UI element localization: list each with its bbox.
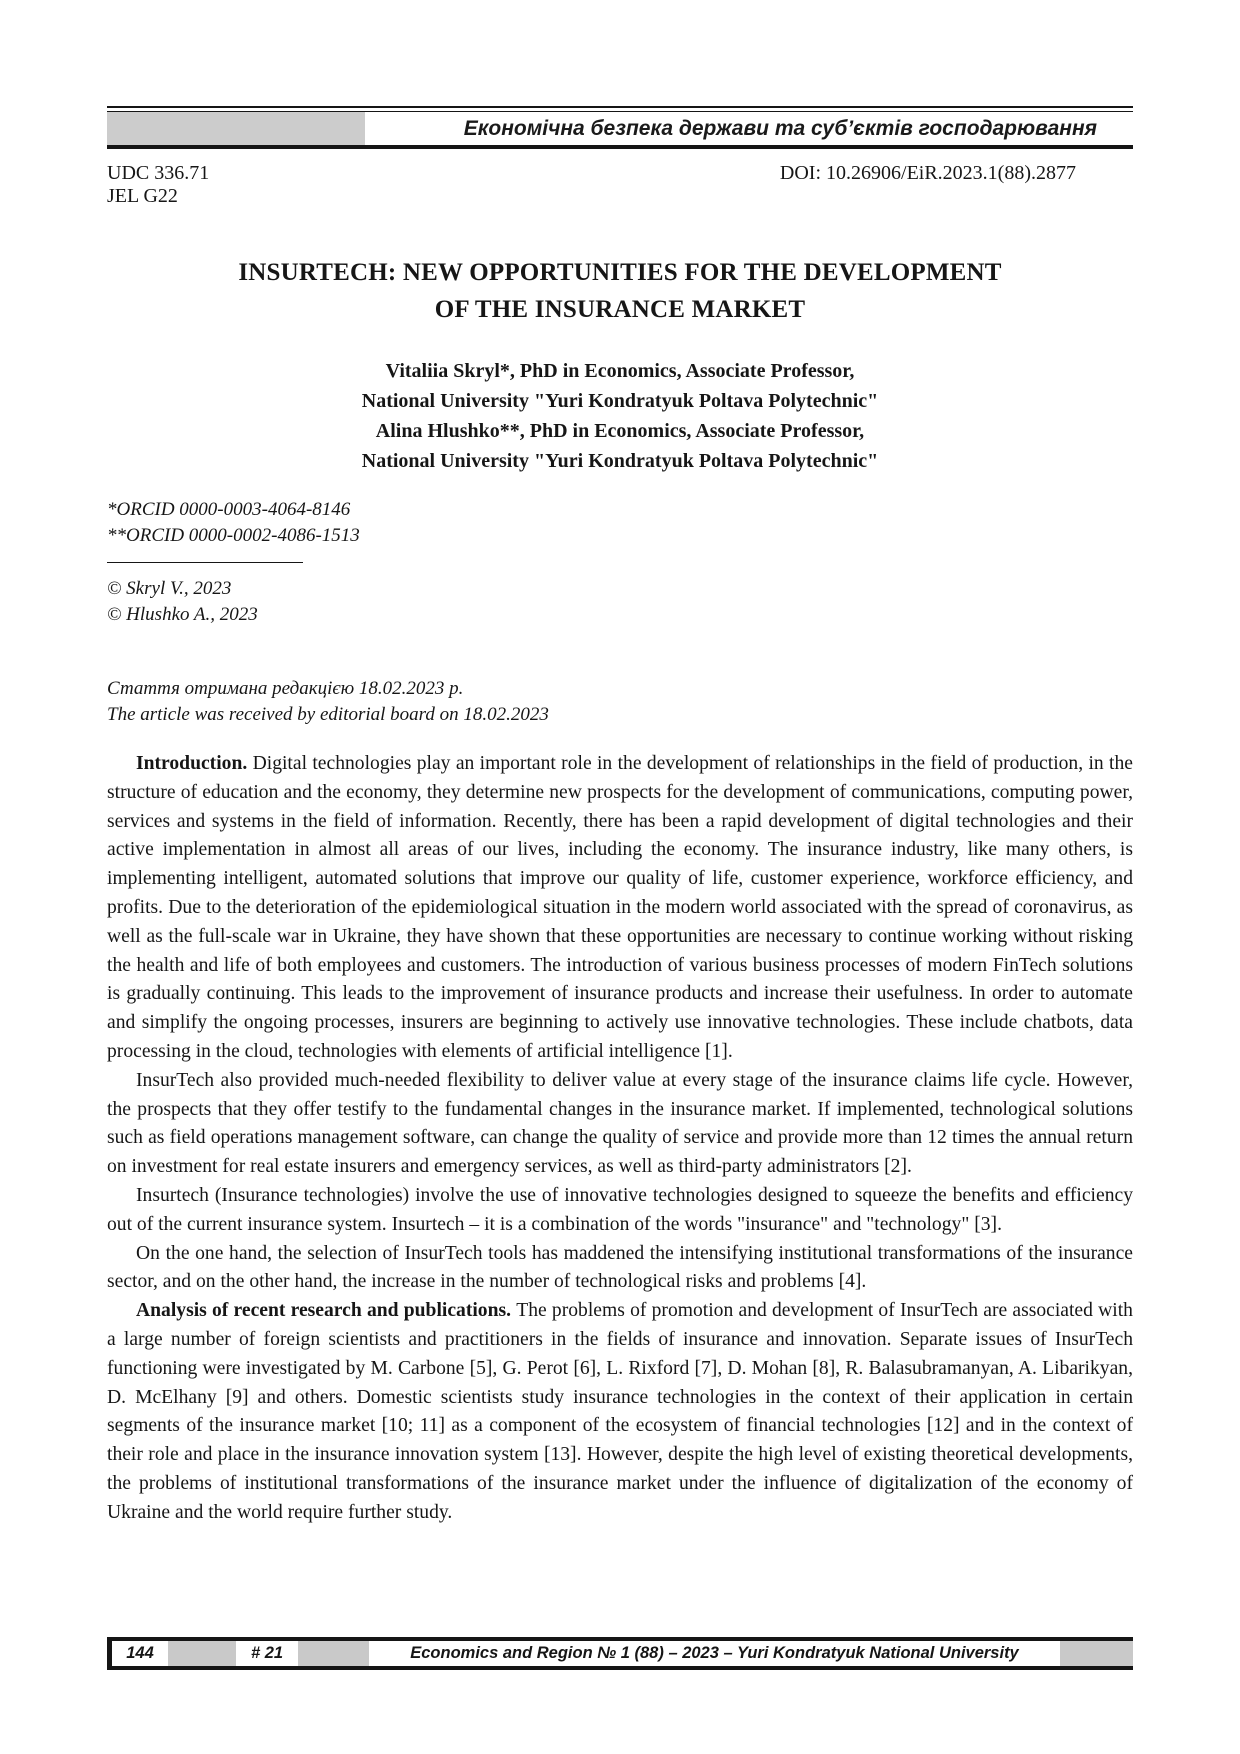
page-content [107, 106, 1133, 1528]
orcid-block [107, 497, 1133, 549]
section-title: Економічна безпека держави та суб’єктів господарювання [463, 116, 1097, 140]
article-title [107, 254, 1133, 328]
article-title-line1: INSURTECH: NEW OPPORTUNITIES FOR THE DEVELOPMENT [238, 259, 1002, 286]
doi-code: DOI: 10.26906/EiR.2023.1(88).2877 [779, 162, 1076, 184]
paragraph-text: The problems of promotion and development of InsurTech are associated with a large number of foreign scientists and practitioners in the fields of insurance and innovation. Separate issues of InsurTech functioning were investigated by M. Carbone [5], G. Perot [6], L. Rixford [7], D. Mohan [8], R. Balasubramanyan, A. Libarikyan, D. McElhany [9] and others. Domestic scientists study insurance technologies in the context of their application in certain segments of the insurance market [10; 11] as a component of the ecosystem of financial technologies [12] and in the context of their role and place in the insurance innovation system [13]. However, despite the high level of existing theoretical developments, the problems of institutional transformations of the insurance market under the influence of digitalization of the economy of Ukraine and the world require further study. [107, 1300, 1133, 1523]
jel-code: JEL G22 [107, 185, 178, 207]
copyright-block [107, 576, 1133, 628]
paragraph [107, 1067, 1133, 1182]
copyright-rule [107, 562, 303, 563]
paragraph-analysis [107, 1297, 1133, 1527]
author-line: Vitaliia Skryl*, PhD in Economics, Associate Professor, [385, 360, 855, 382]
page-number: 144 [112, 1641, 168, 1666]
paragraph-text: On the one hand, the selection of InsurTech tools has maddened the intensifying institutional transformations of the insurance sector, and on the other hand, the increase in the number of technological risks and problems [4]. [107, 1242, 1133, 1293]
paragraph-text: Digital technologies play an important role in the development of relationships in the field of production, in the structure of education and the economy, they determine new prospects for the development of communications, computing power, services and systems in the field of information. Recently, there has been a rapid development of digital technologies and their active implementation in almost all areas of our lives, including the economy. The insurance industry, like many others, is implementing intelligent, automated solutions that improve our quality of life, customer experience, workforce efficiency, and profits. Due to the deterioration of the epidemiological situation in the modern world associated with the spread of coronavirus, as well as the full-scale war in Ukraine, they have shown that these opportunities are necessary to continue working without risking the health and life of both employees and customers. The introduction of various business processes of modern FinTech solutions is gradually continuing. This leads to the improvement of insurance products and increase their usefulness. In order to automate and simplify the ongoing processes, insurers are beginning to actively use innovative technologies. These include chatbots, data processing in the cloud, technologies with elements of artificial intelligence [1]. [107, 753, 1133, 1062]
copyright-line: © Skryl V., 2023 [107, 578, 232, 599]
authors-block [107, 356, 1133, 476]
orcid-line: **ORCID 0000-0002-4086-1513 [107, 525, 360, 546]
footer-gray-block [1060, 1641, 1133, 1666]
received-line-en: The article was received by editorial board on 18.02.2023 [107, 704, 549, 725]
paragraph-lead: Analysis of recent research and publications. [136, 1300, 517, 1322]
footer-gray-block [168, 1641, 236, 1666]
paragraph-text: InsurTech also provided much-needed flexibility to deliver value at every stage of the insurance claims life cycle. However, the prospects that they offer testify to the fundamental changes in the insurance market. If implemented, technological solutions such as field operations management software, can change the quality of service and provide more than 12 times the annual return on investment for real estate insurers and emergency services, as well as third-party administrators [2]. [107, 1069, 1133, 1178]
footer-bar [107, 1637, 1133, 1670]
paragraph [107, 1182, 1133, 1240]
footer-gray-block [298, 1641, 369, 1666]
udc-code: UDC 336.71 [107, 162, 210, 184]
paragraph [107, 1240, 1133, 1298]
author-line: Alina Hlushko**, PhD in Economics, Associate Professor, [375, 420, 865, 442]
article-title-line2: OF THE INSURANCE MARKET [434, 296, 806, 323]
running-head-bar [107, 112, 1133, 145]
running-head-top-rule [107, 106, 1133, 108]
article-meta [107, 162, 1133, 208]
received-line-uk: Стаття отримана редакцією 18.02.2023 р. [107, 678, 464, 699]
issue-number: # 21 [236, 1641, 298, 1666]
running-head-bottom-rule [107, 145, 1133, 149]
orcid-line: *ORCID 0000-0003-4064-8146 [107, 499, 351, 520]
article-body [107, 750, 1133, 1528]
author-affiliation: National University "Yuri Kondratyuk Poltava Polytechnic" [361, 390, 879, 412]
page-footer [107, 1637, 1133, 1670]
copyright-line: © Hlushko A., 2023 [107, 604, 258, 625]
journal-title: Economics and Region № 1 (88) – 2023 – Yuri Kondratyuk National University [369, 1641, 1060, 1666]
running-head [107, 106, 1133, 149]
paragraph-lead: Introduction. [136, 753, 253, 774]
paragraph-text: Insurtech (Insurance technologies) involve the use of innovative technologies designed to squeeze the benefits and efficiency out of the current insurance system. Insurtech – it is a combination of the words "insurance" and "technology" [3]. [107, 1184, 1133, 1235]
running-head-gray-block [107, 112, 365, 145]
running-head-title-cell [365, 112, 1133, 145]
meta-row [107, 162, 1133, 185]
author-affiliation: National University "Yuri Kondratyuk Poltava Polytechnic" [361, 450, 879, 472]
paragraph-introduction [107, 750, 1133, 1067]
received-block [107, 676, 1133, 728]
